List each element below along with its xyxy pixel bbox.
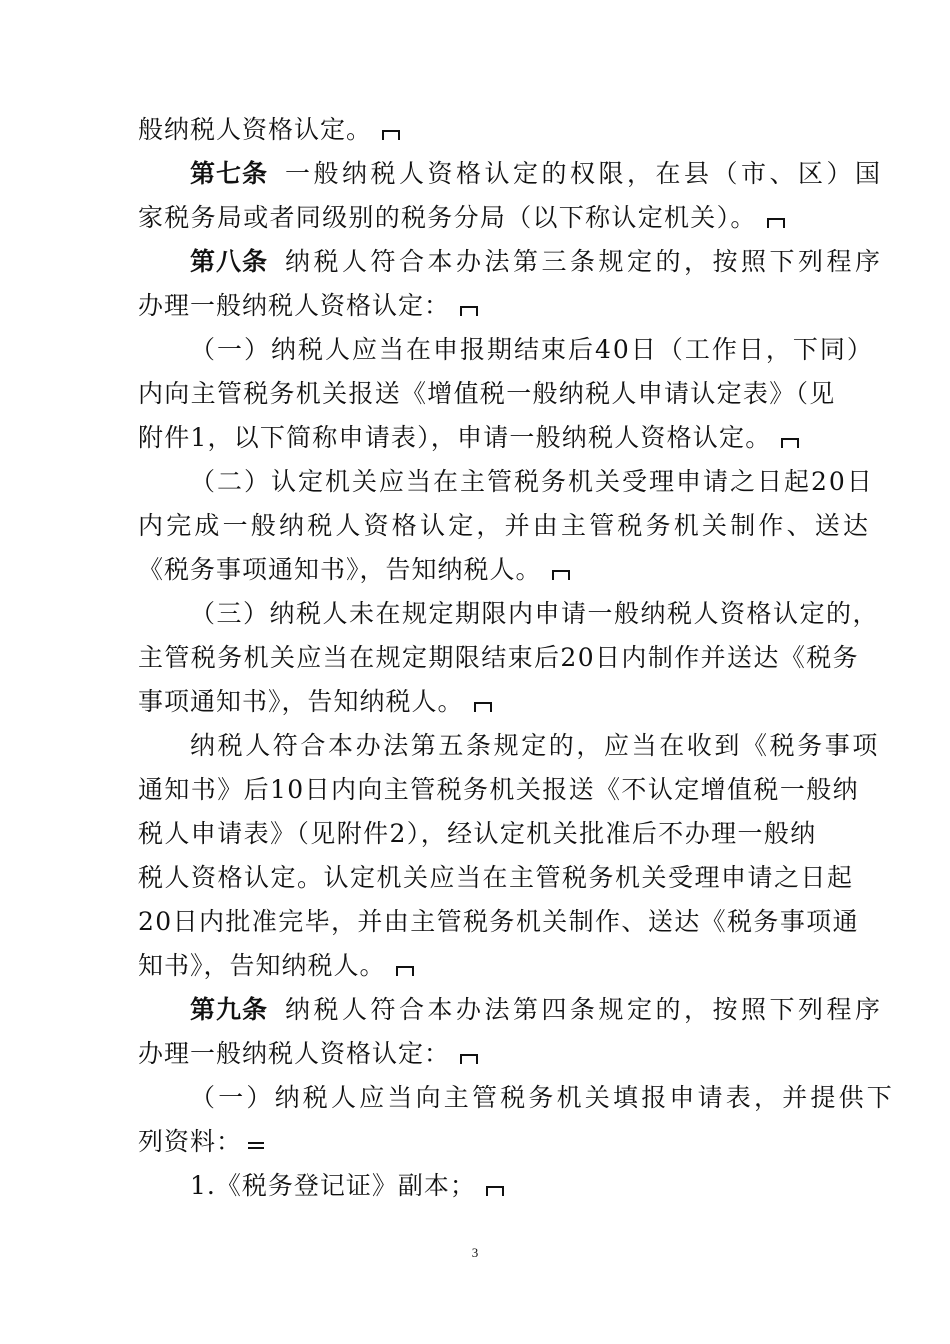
paragraph-mark-icon [486,1186,504,1196]
text-line [0,460,950,504]
line-text: 《税务事项通知书》，告知纳税人。 [138,555,542,584]
article-heading-line [0,988,950,1032]
text-line [0,900,950,944]
line-text: 知书》，告知纳税人。 [138,951,386,980]
text-line [0,372,950,416]
text-line [0,636,950,680]
text-line [0,108,950,152]
line-text: 一般纳税人资格认定的权限，在县（市、区）国 [285,159,884,188]
text-line [0,1076,950,1120]
line-text: 纳税人符合本办法第五条规定的，应当在收到《税务事项 [190,731,881,760]
article-heading: 第九条 [190,995,269,1024]
page-number: 3 [471,1245,479,1260]
text-line [0,724,950,768]
text-line [0,416,950,460]
paragraph-mark-icon [474,702,492,712]
line-text: （一）纳税人应当向主管税务机关填报申请表，并提供下 [190,1083,896,1112]
text-line [0,504,950,548]
text-line [0,856,950,900]
text-line [0,812,950,856]
line-text: 主管税务机关应当在规定期限结束后20日内制作并送达《税务 [138,643,860,672]
text-line [0,768,950,812]
paragraph-mark-icon [382,130,400,140]
line-text: 通知书》后10日内向主管税务机关报送《不认定增值税一般纳 [138,775,860,804]
line-text: 般纳税人资格认定。 [138,115,373,144]
paragraph-mark-icon [767,218,785,228]
line-text: （一）纳税人应当在申报期结束后40日（工作日，下同） [190,335,874,364]
text-line [0,1032,950,1076]
line-text: 内向主管税务机关报送《增值税一般纳税人申请认定表》（见 [138,379,836,408]
text-line [0,328,950,372]
paragraph-mark-icon [552,570,570,580]
paragraph-mark-icon [396,966,414,976]
line-text: 附件1，以下简称申请表），申请一般纳税人资格认定。 [138,423,772,452]
article-heading: 第八条 [190,247,269,276]
line-text: 内完成一般纳税人资格认定，并由主管税务机关制作、送达 [138,511,872,540]
paragraph-mark-icon [460,1054,478,1064]
text-line [0,1120,950,1164]
article-heading: 第七条 [190,159,269,188]
paragraph-mark-icon [781,438,799,448]
line-text: 办理一般纳税人资格认定： [138,291,451,320]
line-text: 列资料： [138,1127,243,1156]
text-line [0,196,950,240]
line-break-mark-icon [248,1139,264,1151]
text-line [0,592,950,636]
text-line [0,548,950,592]
line-text: 1.《税务登记证》副本； [190,1171,476,1200]
text-line [0,944,950,988]
line-text: 纳税人符合本办法第四条规定的，按照下列程序 [285,995,884,1024]
line-text: 20日内批准完毕，并由主管税务机关制作、送达《税务事项通 [138,907,860,936]
line-text: 税人申请表》（见附件2），经认定机关批准后不办理一般纳 [138,819,817,848]
line-text: 税人资格认定。认定机关应当在主管税务机关受理申请之日起 [138,863,854,892]
line-text: 纳税人符合本办法第三条规定的，按照下列程序 [285,247,884,276]
line-text: 家税务局或者同级别的税务分局（以下称认定机关）。 [138,203,757,232]
line-text: （三）纳税人未在规定期限内申请一般纳税人资格认定的， [190,599,880,628]
line-text: 事项通知书》，告知纳税人。 [138,687,464,716]
text-line [0,1164,950,1208]
line-text: （二）认定机关应当在主管税务机关受理申请之日起20日 [190,467,874,496]
paragraph-mark-icon [460,306,478,316]
article-heading-line [0,152,950,196]
line-text: 办理一般纳税人资格认定： [138,1039,451,1068]
text-line [0,284,950,328]
text-line [0,680,950,724]
article-heading-line [0,240,950,284]
